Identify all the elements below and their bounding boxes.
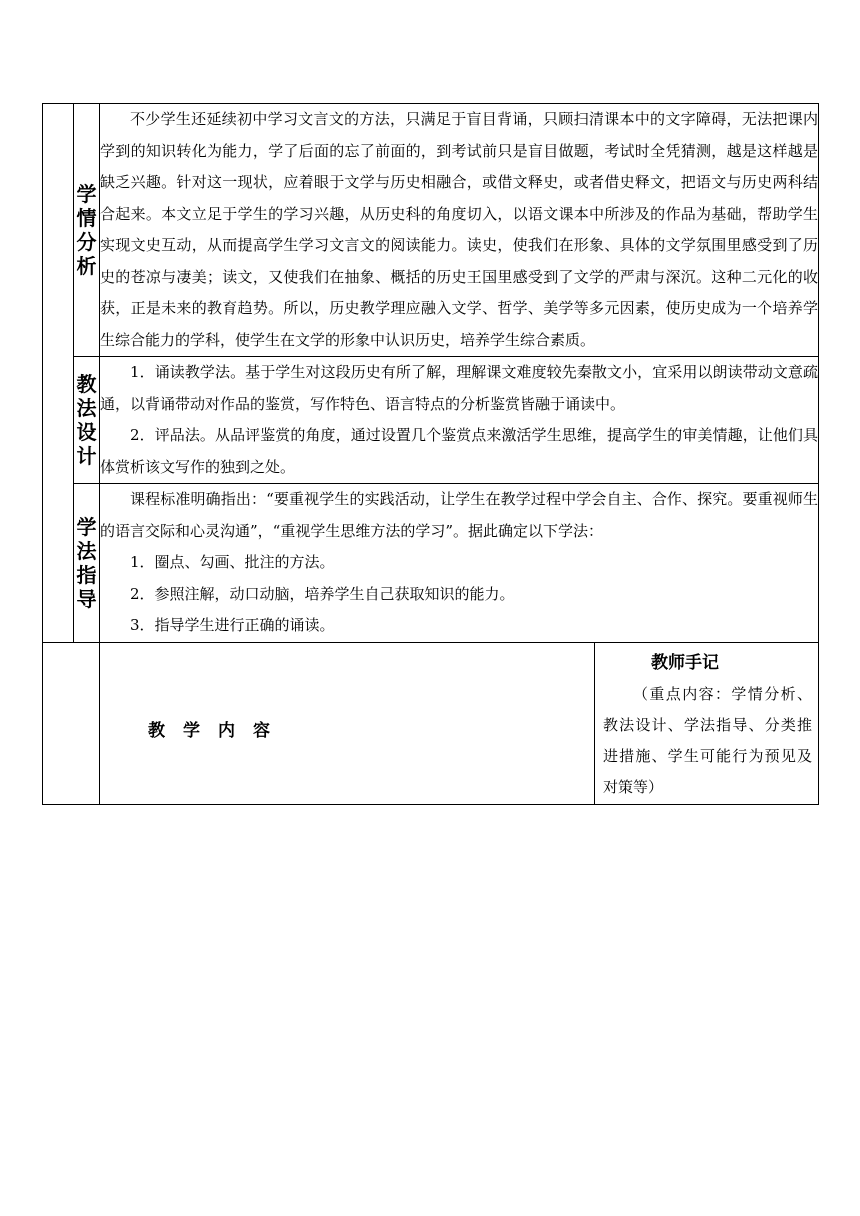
section-content-teaching-method: [100, 357, 819, 484]
blank-margin-cell: [43, 104, 74, 643]
section-content-learning-guidance: [100, 484, 819, 643]
paragraph: 课程标准明确指出：“要重视学生的实践活动，让学生在教学过程中学会自主、合作、探究。要重视师生的语言交际和心灵沟通”，“重视学生思维方法的学习”。据此确定以下学法：: [100, 490, 819, 540]
section-label-student-analysis: 学情分析: [76, 182, 97, 278]
teacher-notes-title: 教师手记: [651, 652, 719, 673]
teacher-notes-body: （重点内容：学情分析、教法设计、学法指导、分类推进措施、学生可能行为预见及对策等）: [603, 684, 813, 796]
paragraph: 不少学生还延续初中学习文言文的方法，只满足于盲目背诵，只顾扫清课本中的文字障碍，无法把课内学到的知识转化为能力，学了后面的忘了前面的，到考试前只是盲目做题，考试时全凭猜测，越是这样越是缺乏兴趣。针对这一现状，应着眼于文学与历史相融合，或借文释史，或者借史释文，把语文与历史两科结合起来。本文立足于学生的学习兴趣，从历史科的角度切入，以语文课本中所涉及的作品为基础，帮助学生实现文史互动，从而提高学生学习文言文的阅读能力。读史，使我们在形象、具体的文学氛围里感受到了历史的苍凉与凄美；读文，又使我们在抽象、概括的历史王国里感受到了文学的严肃与深沉。这种二元化的收获，正是未来的教育趋势。所以，历史教学理应融入文学、哲学、美学等多元因素，使历史成为一个培养学生综合能力的学科，使学生在文学的形象中认识历史，培养学生综合素质。: [100, 110, 819, 349]
section-row-learning-guidance: [43, 484, 819, 643]
blank-cell: [43, 642, 100, 804]
section-row-teaching-method: [43, 357, 819, 484]
section-label-cell: [74, 104, 100, 357]
section-label-teaching-method: 教法设计: [76, 372, 97, 468]
section-label-cell: [74, 484, 100, 643]
lesson-plan-table: [42, 103, 819, 805]
paragraph: 1．圈点、勾画、批注的方法。: [130, 553, 335, 571]
paragraph: 2．参照注解，动口动脑，培养学生自己获取知识的能力。: [130, 584, 515, 603]
teaching-content-heading: 教学内容: [148, 720, 288, 741]
section-row-student-analysis: [43, 104, 819, 357]
section-label-learning-guidance: 学法指导: [76, 514, 97, 611]
teacher-notes-cell: [595, 642, 819, 804]
section-label-cell: [74, 357, 100, 484]
teaching-content-row: [43, 642, 819, 804]
paragraph: 2．评品法。从品评鉴赏的角度，通过设置几个鉴赏点来激活学生思维，提高学生的审美情趣，让他们具体赏析该文写作的独到之处。: [100, 426, 819, 476]
teaching-content-cell: [100, 642, 595, 804]
section-content-student-analysis: [100, 104, 819, 357]
paragraph: 1．诵读教学法。基于学生对这段历史有所了解，理解课文难度较先秦散文小，宜采用以朗读带动文意疏通，以背诵带动对作品的鉴赏，写作特色、语言特点的分析鉴赏皆融于诵读中。: [100, 363, 819, 413]
paragraph: 3．指导学生进行正确的诵读。: [130, 616, 335, 634]
